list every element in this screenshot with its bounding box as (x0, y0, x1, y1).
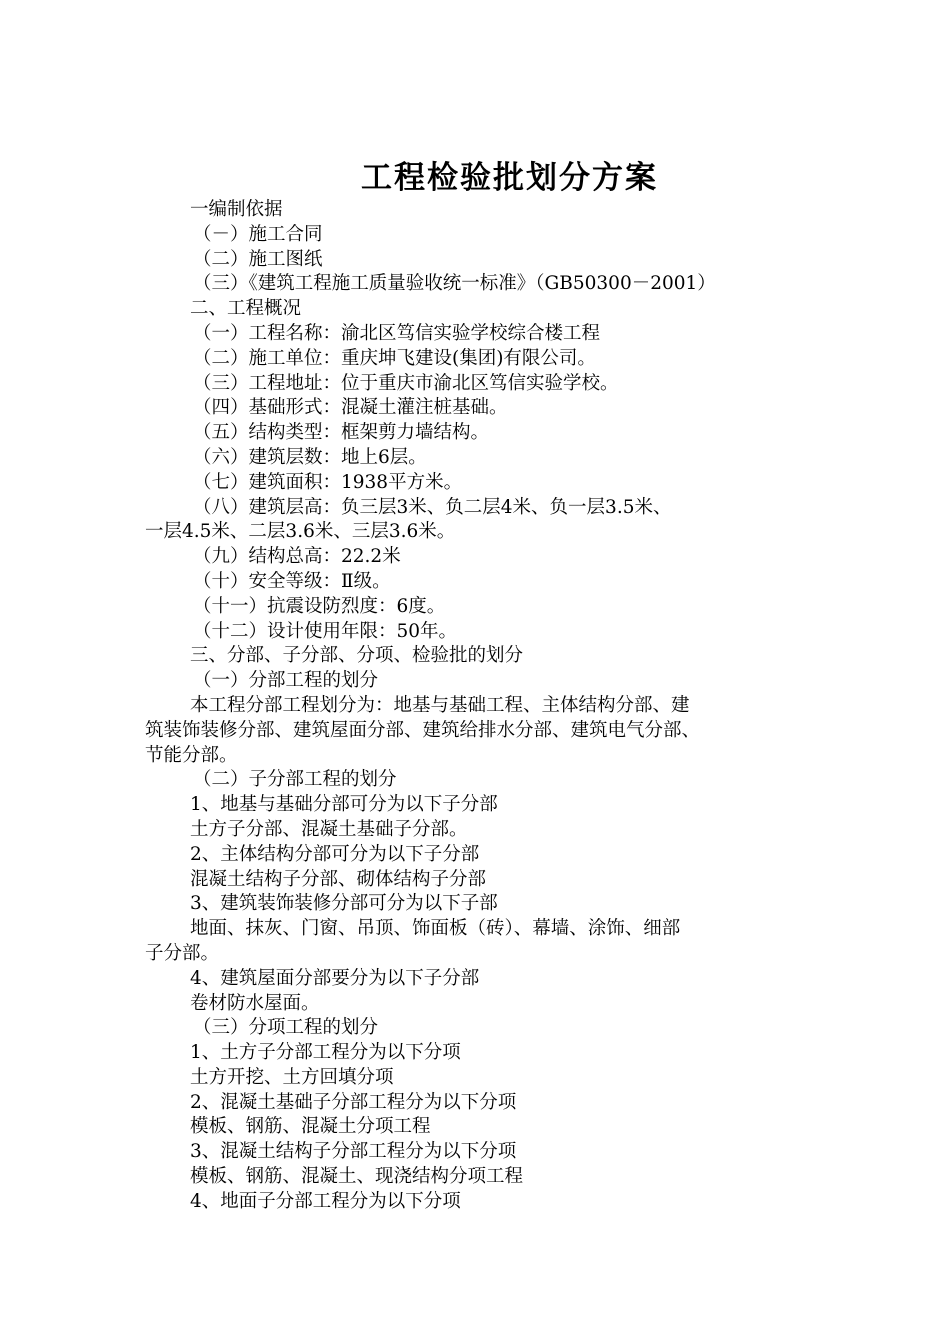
text-line: 节能分部。 (145, 744, 238, 766)
text-line: （二）施工图纸 (193, 248, 323, 270)
text-line: 2、混凝土基础子分部工程分为以下分项 (190, 1091, 517, 1113)
text-line: （十二）设计使用年限：50年。 (193, 620, 458, 642)
text-line: 土方开挖、土方回填分项 (190, 1066, 394, 1088)
text-line: （五）结构类型：框架剪力墙结构。 (193, 422, 490, 444)
text-line: （三）《建筑工程施工质量验收统一标准》（GB50300－2001） (193, 273, 716, 295)
text-line: 土方子分部、混凝土基础子分部。 (190, 818, 468, 840)
text-line: 1、土方子分部工程分为以下分项 (190, 1042, 461, 1064)
text-line: 4、建筑屋面分部要分为以下子分部 (190, 967, 480, 989)
text-line: 模板、钢筋、混凝土、现浇结构分项工程 (190, 1166, 524, 1188)
text-line: （一）分部工程的划分 (193, 670, 379, 692)
text-line: 3、混凝土结构子分部工程分为以下分项 (190, 1141, 517, 1163)
text-line: （十）安全等级：Ⅱ级。 (193, 570, 391, 592)
text-line: （六）建筑层数：地上6层。 (193, 446, 427, 468)
text-line: 2、主体结构分部可分为以下子分部 (190, 843, 480, 865)
text-line: （二）子分部工程的划分 (193, 769, 397, 791)
text-line: 一编制依据 (190, 199, 283, 220)
text-line: 三、分部、子分部、分项、检验批的划分 (190, 645, 524, 667)
text-line: 子分部。 (145, 942, 220, 964)
document-title: 工程检验批划分方案 (361, 160, 658, 196)
text-line: 混凝土结构子分部、砌体结构子分部 (190, 868, 487, 890)
text-line: 1、地基与基础分部可分为以下子分部 (190, 794, 498, 816)
text-line: 二、工程概况 (190, 298, 302, 320)
text-line: （－）施工合同 (193, 223, 323, 245)
text-line: 地面、抹灰、门窗、吊顶、饰面板（砖）、幕墙、涂饰、细部 (190, 918, 681, 940)
text-line: （十一）抗震设防烈度：6度。 (193, 595, 446, 617)
text-line: 筑装饰装修分部、建筑屋面分部、建筑给排水分部、建筑电气分部、 (145, 719, 701, 741)
text-line: （八）建筑层高：负三层3米、负二层4米、负一层3.5米、 (193, 496, 672, 518)
text-line: （七）建筑面积：1938平方米。 (193, 471, 463, 493)
text-line: （九）结构总高：22.2米 (193, 546, 401, 568)
text-line: 一层4.5米、二层3.6米、三层3.6米。 (145, 521, 456, 543)
text-line: （三）分项工程的划分 (193, 1017, 379, 1039)
text-line: （一）工程名称：渝北区笃信实验学校综合楼工程 (193, 322, 601, 344)
text-line: 本工程分部工程划分为：地基与基础工程、主体结构分部、建 (190, 694, 690, 716)
text-line: 模板、钢筋、混凝土分项工程 (190, 1116, 431, 1138)
text-line: （三）工程地址：位于重庆市渝北区笃信实验学校。 (193, 372, 619, 394)
text-line: 4、地面子分部工程分为以下分项 (190, 1190, 461, 1212)
document-body (145, 198, 810, 1215)
text-line: 卷材防水屋面。 (190, 992, 320, 1014)
text-line: （四）基础形式：混凝土灌注桩基础。 (193, 397, 508, 419)
text-line: （二）施工单位：重庆坤飞建设(集团)有限公司。 (193, 347, 596, 369)
text-line: 3、建筑装饰装修分部可分为以下子部 (190, 893, 498, 915)
